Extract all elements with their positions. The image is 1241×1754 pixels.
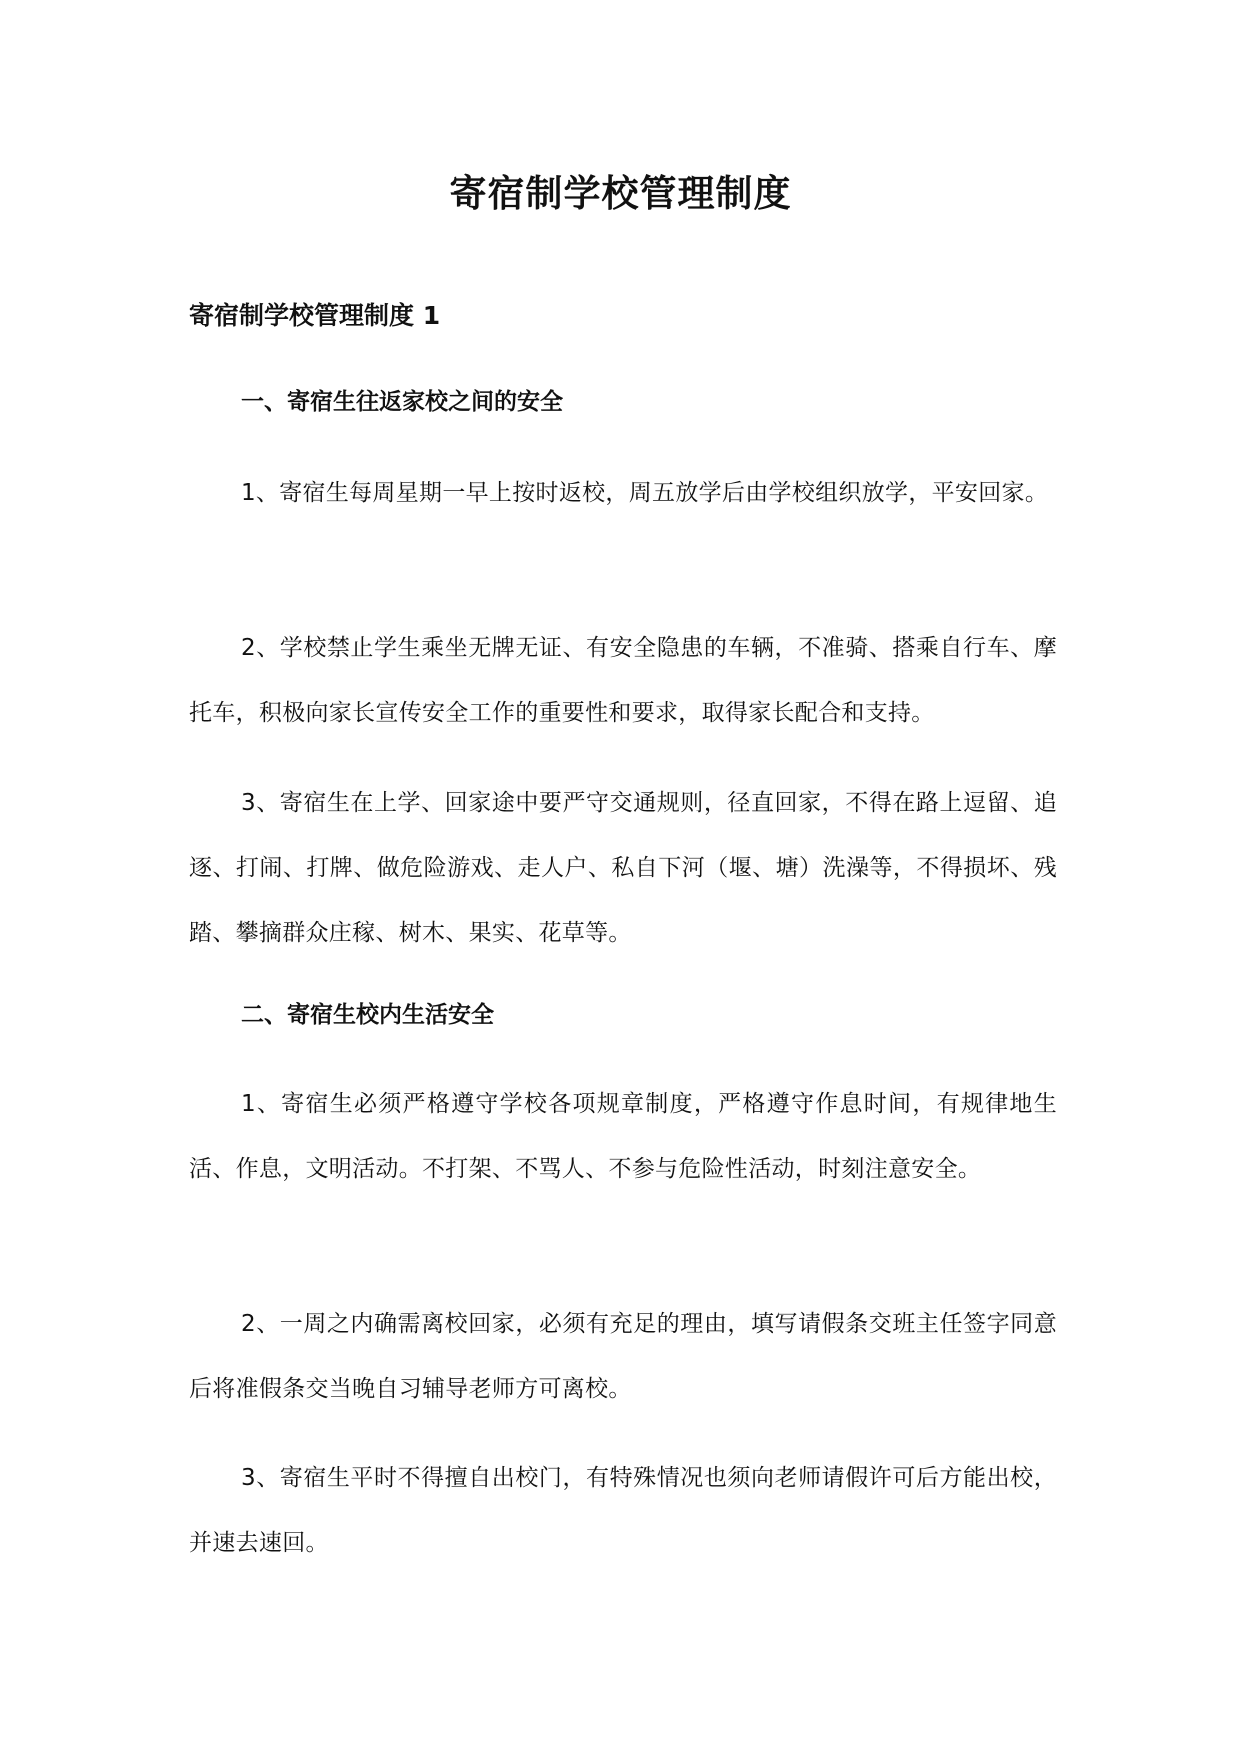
section-heading-2: 二、寄宿生校内生活安全 [241,1002,494,1028]
paragraph: 1、寄宿生每周星期一早上按时返校，周五放学后由学校组织放学，平安回家。 [241,480,1049,506]
paragraph: 3、寄宿生平时不得擅自出校门，有特殊情况也须向老师请假许可后方能出校，并速去速回。 [189,1465,1057,1556]
paragraph: 2、一周之内确需离校回家，必须有充足的理由，填写请假条交班主任签字同意后将准假条交当晚自习辅导老师方可离校。 [189,1311,1057,1402]
document-subtitle: 寄宿制学校管理制度 1 [189,301,441,330]
document-title: 寄宿制学校管理制度 [449,172,792,215]
paragraph: 2、学校禁止学生乘坐无牌无证、有安全隐患的车辆，不准骑、搭乘自行车、摩托车，积极向家长宣传安全工作的重要性和要求，取得家长配合和支持。 [189,635,1057,726]
section-heading-1: 一、寄宿生往返家校之间的安全 [241,389,563,415]
paragraph: 3、寄宿生在上学、回家途中要严守交通规则，径直回家，不得在路上逗留、追逐、打闹、打牌、做危险游戏、走人户、私自下河（堰、塘）洗澡等，不得损坏、残踏、攀摘群众庄稼、树木、果实、花草等。 [189,790,1057,946]
paragraph: 1、寄宿生必须严格遵守学校各项规章制度，严格遵守作息时间，有规律地生活、作息，文明活动。不打架、不骂人、不参与危险性活动，时刻注意安全。 [189,1091,1057,1182]
